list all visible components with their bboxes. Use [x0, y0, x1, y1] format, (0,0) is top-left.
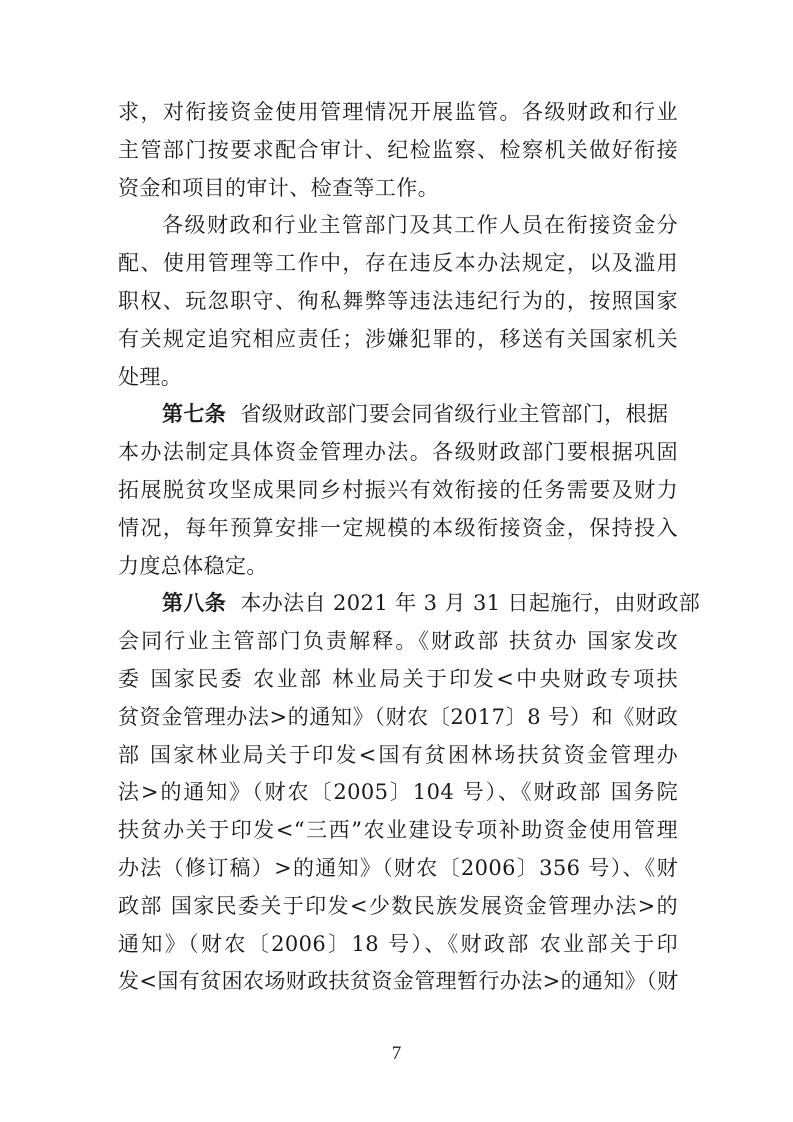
- text-line: 法>的通知》（财农〔2005〕104 号）、《财政部 国务院: [118, 780, 678, 805]
- text-line: 政部 国家民委关于印发<少数民族发展资金管理办法>的: [118, 893, 678, 918]
- article-eight-label: 第八条: [162, 591, 227, 616]
- text-line: 处理。: [118, 364, 183, 389]
- page-number: 7: [391, 1043, 402, 1064]
- text-line: 会同行业主管部门负责解释。《财政部 扶贫办 国家发改: [118, 629, 678, 654]
- text-line: 办法（修订稿）>的通知》（财农〔2006〕356 号）、《财: [118, 855, 678, 880]
- text-line: 力度总体稳定。: [118, 553, 268, 578]
- text-line: 本办法自 2021 年 3 月 31 日起施行，由财政部: [240, 591, 701, 616]
- text-line: 本办法制定具体资金管理办法。各级财政部门要根据巩固: [118, 440, 678, 465]
- text-line: 省级财政部门要会同省级行业主管部门，根据: [240, 402, 669, 427]
- text-line: 主管部门按要求配合审计、纪检监察、检察机关做好衔接: [118, 137, 678, 162]
- text-line: 拓展脱贫攻坚成果同乡村振兴有效衔接的任务需要及财力: [118, 477, 678, 502]
- text-line: 通知》（财农〔2006〕18 号）、《财政部 农业部关于印: [118, 931, 678, 956]
- text-line: 部 国家林业局关于印发<国有贫困林场扶贫资金管理办: [118, 742, 678, 767]
- text-line: 情况，每年预算安排一定规模的本级衔接资金，保持投入: [118, 515, 678, 540]
- article-seven-label: 第七条: [162, 402, 227, 427]
- body-text: [118, 94, 701, 1001]
- text-line: 委 国家民委 农业部 林业局关于印发<中央财政专项扶: [118, 666, 678, 691]
- text-line: 发<国有贫困农场财政扶贫资金管理暂行办法>的通知》（财: [118, 969, 679, 994]
- text-line: 贫资金管理办法>的通知》（财农〔2017〕8 号）和《财政: [118, 704, 678, 729]
- text-line: 各级财政和行业主管部门及其工作人员在衔接资金分: [162, 213, 678, 238]
- text-line: 配、使用管理等工作中，存在违反本办法规定，以及滥用: [118, 251, 678, 276]
- article-seven-first-line: [118, 396, 678, 434]
- text-line: 扶贫办关于印发<“三西”农业建设专项补助资金使用管理: [118, 818, 678, 843]
- article-eight-first-line: [118, 585, 701, 623]
- text-line: 职权、玩忽职守、徇私舞弊等违法违纪行为的，按照国家: [118, 288, 678, 313]
- text-line: 资金和项目的审计、检查等工作。: [118, 175, 439, 200]
- text-line: 有关规定追究相应责任；涉嫌犯罪的，移送有关国家机关: [118, 326, 678, 351]
- text-line: 求，对衔接资金使用管理情况开展监管。各级财政和行业: [118, 100, 678, 124]
